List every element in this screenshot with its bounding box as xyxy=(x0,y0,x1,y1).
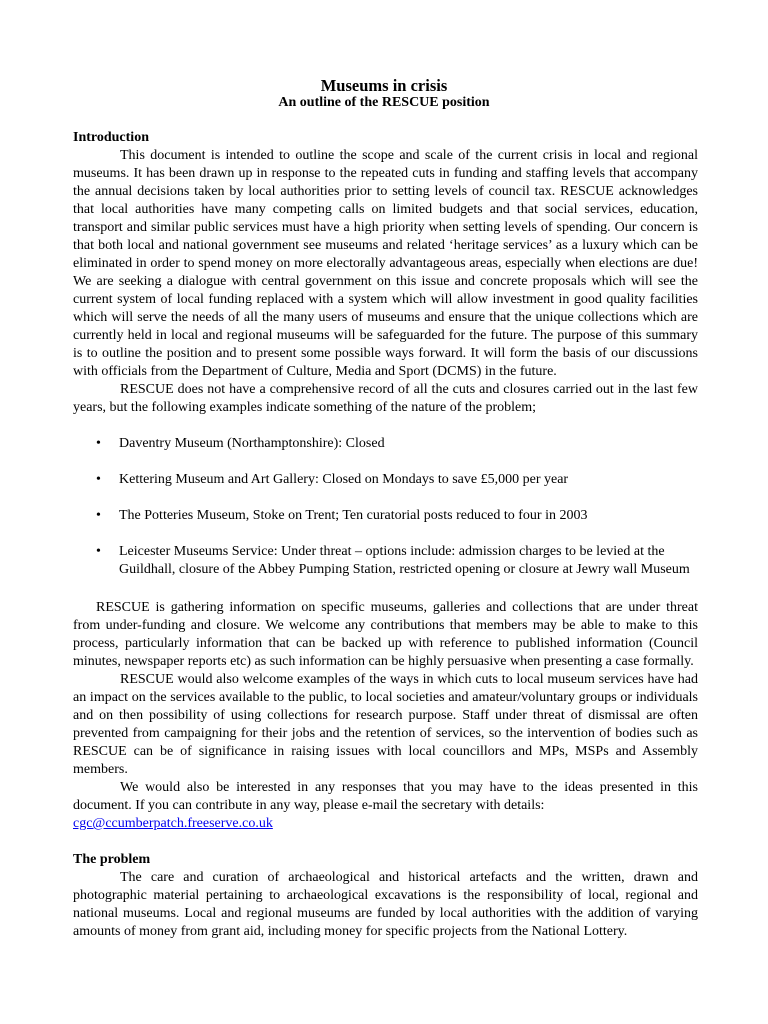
bullet-icon: • xyxy=(96,472,101,487)
intro-paragraph-5: We would also be interested in any responses that you may have to the ideas presented in this document. If you can contribute in any way, please e-mail the secretary with details: xyxy=(73,780,698,813)
intro-paragraph-4: RESCUE would also welcome examples of the ways in which cuts to local museum services have had an impact on the services available to the public, to local societies and amateur/voluntary groups or individuals and on then possibility of using collections for research purpose. Staff under threat of dismissal are often prevented from campaigning for their jobs and the retention of services, so the intervention of bodies such as RESCUE can be of significance in raising issues with local councillors and MPs, MSPs and Assembly members. xyxy=(73,672,698,777)
section-heading-introduction: Introduction xyxy=(73,130,149,145)
email-link[interactable]: cgc@ccumberpatch.freeserve.co.uk xyxy=(73,816,273,831)
intro-paragraph-2: RESCUE does not have a comprehensive record of all the cuts and closures carried out in the last few years, but the following examples indicate something of the nature of the problem; xyxy=(73,382,698,415)
bullet-icon: • xyxy=(96,544,101,559)
list-item-text: Kettering Museum and Art Gallery: Closed on Mondays to save £5,000 per year xyxy=(119,472,569,487)
bullet-icon: • xyxy=(96,508,101,523)
document-title: Museums in crisis xyxy=(320,76,448,95)
list-item-text: The Potteries Museum, Stoke on Trent; Ten curatorial posts reduced to four in 2003 xyxy=(119,508,588,523)
list-item xyxy=(73,507,698,525)
document-subtitle: An outline of the RESCUE position xyxy=(278,95,490,110)
email-line xyxy=(73,815,698,833)
list-item-text: Leicester Museums Service: Under threat – options include: admission charges to be levied at the Guildhall, closure of the Abbey Pumping Station, restricted opening or closure at Jewry wall Museum xyxy=(119,544,690,577)
list-item xyxy=(73,471,698,489)
list-item-text: Daventry Museum (Northamptonshire): Closed xyxy=(119,436,385,451)
list-item xyxy=(73,543,698,579)
document-body xyxy=(73,129,698,941)
bullet-list xyxy=(73,435,698,579)
section-heading-problem: The problem xyxy=(73,852,151,867)
list-item xyxy=(73,435,698,453)
intro-paragraph-1: This document is intended to outline the scope and scale of the current crisis in local and regional museums. It has been drawn up in response to the repeated cuts in funding and staffing levels that accompany the annual decisions taken by local authorities prior to setting levels of council tax. RESCUE acknowledges that local authorities have many competing calls on limited budgets and that social services, education, transport and similar public services must have a high priority when setting levels of spending. Our concern is that both local and national government see museums and related ‘heritage services’ as a luxury which can be eliminated in order to spend money on more electorally advantageous areas, especially when elections are due! We are seeking a dialogue with central government on this issue and concrete proposals which will see the current system of local funding replaced with a system which will allow investment in good quality facilities which will serve the needs of all the many users of museums and ensure that the unique collections which are currently held in local and regional museums will be safeguarded for the future. The purpose of this summary is to outline the position and to present some possible ways forward. It will form the basis of our discussions with officials from the Department of Culture, Media and Sport (DCMS) in the future. xyxy=(73,148,698,379)
intro-paragraph-3: RESCUE is gathering information on specific museums, galleries and collections that are under threat from under-funding and closure. We welcome any contributions that members may be able to make to this process, particularly information that can be backed up with reference to published information (Council minutes, newspaper reports etc) as such information can be highly persuasive when presenting a case formally. xyxy=(73,600,698,669)
problem-paragraph-1: The care and curation of archaeological and historical artefacts and the written, drawn and photographic material pertaining to archaeological excavations is the responsibility of local, regional and national museums. Local and regional museums are funded by local authorities with the addition of varying amounts of money from grant aid, including money for specific projects from the National Lottery. xyxy=(73,870,698,939)
bullet-icon: • xyxy=(96,436,101,451)
